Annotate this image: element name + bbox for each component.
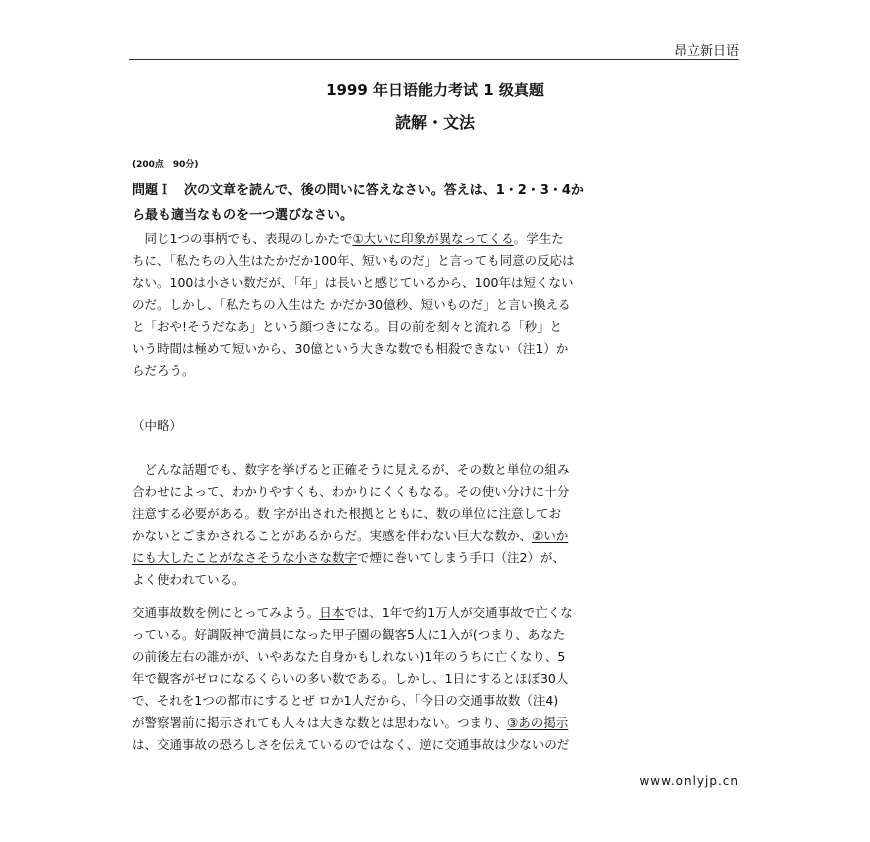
paragraph-2 (132, 459, 744, 591)
text-line: 年で観客がゼロになるくらいの多い数である。しかし、1日にするとほぼ30人 (132, 671, 569, 686)
omission-marker: （中略） (132, 418, 183, 433)
text-line (132, 525, 744, 547)
text-segment: では、1年で約1万人が交通事故で亡くな (344, 605, 573, 620)
text-line: ない。100は小さい数だが、「年」は長いと感じているから、100年は短くない (132, 275, 574, 290)
paragraph-1 (132, 228, 744, 382)
paragraph-3 (132, 602, 744, 756)
text-segment: 交通事故数を例にとってみよう。 (132, 605, 320, 620)
underlined-phrase-2a: ②いか (532, 528, 569, 543)
text-line: っている。好調阪神で満員になった甲子園の観客5人に1入が(つまり、あなた (132, 627, 566, 642)
document-subtitle: 読解・文法 (394, 113, 475, 132)
text-line: で、それを1つの都市にするとぜ ロか1人だから、「今日の交通事故数（注4) (132, 693, 559, 708)
text-line: ちに、「私たちの入生はたかだか100年、短いものだ」と言っても同意の反応は (132, 253, 575, 268)
text-line (132, 712, 744, 734)
text-line: と「おや!そうだなあ」という顔つきになる。目の前を刻々と流れる「秒」と (132, 319, 563, 334)
text-segment: 。学生た (513, 231, 564, 246)
text-line: よく使われている。 (132, 572, 245, 587)
text-line: 注意する必要がある。数 字が出された根拠とともに、数の単位に注意してお (132, 506, 561, 521)
text-line: らだろう。 (132, 363, 195, 378)
text-segment: で煙に巻いてしまう手口（注2）が、 (357, 550, 565, 565)
text-line (132, 547, 744, 569)
text-line: は、交通事故の恐ろしさを伝えているのではなく、逆に交通事故は少ないのだ (132, 737, 570, 752)
underlined-word-japan: 日本 (319, 605, 345, 620)
header-brand: 昂立新日语 (673, 44, 739, 59)
question-line: ら最も適当なものを一つ選びなさい。 (132, 208, 354, 223)
text-segment: かないとごまかされることがあるからだ。実感を伴わない巨大な数か、 (132, 528, 533, 543)
question-line: 問題Ｉ 次の文章を読んで、後の問いに答えなさい。答えは、1・2・3・4か (132, 183, 584, 198)
text-segment: 同じ1つの事柄でも、表現のしかたで (132, 231, 353, 246)
text-segment: が警察署前に掲示されても人々は大きな数とは思わない。つまり、 (132, 715, 508, 730)
text-line: いう時間は極めて短いから、30億という大きな数でも相殺できない（注1）か (132, 341, 569, 356)
underlined-phrase-3: ③あの掲示 (507, 715, 569, 730)
question-instruction (132, 178, 742, 228)
text-line: どんな話題でも、数字を挙げると正確そうに見えるが、その数と単位の組み (132, 462, 570, 477)
header-divider (129, 59, 739, 60)
text-line (132, 228, 744, 250)
score-time-info: (200点 90分) (132, 160, 199, 170)
footer-url: www.onlyjp.cn (639, 774, 739, 788)
text-line: 合わせによって、わかりやすくも、わかりにくくもなる。その使い分けに十分 (132, 484, 570, 499)
text-line: のだ。しかし、「私たちの入生はた かだか30億秒、短いものだ」と言い換える (132, 297, 571, 312)
underlined-phrase-2b: にも大したことがなさそうな小さな数字 (132, 550, 358, 565)
underlined-phrase-1: ①大いに印象が異なってくる (352, 231, 514, 246)
document-title: 1999 年日语能力考试 1 级真题 (326, 81, 544, 99)
text-line (132, 602, 744, 624)
text-line: の前後左右の誰かが、いやあなた自身かもしれない)1年のうちに亡くなり、5 (132, 649, 566, 664)
